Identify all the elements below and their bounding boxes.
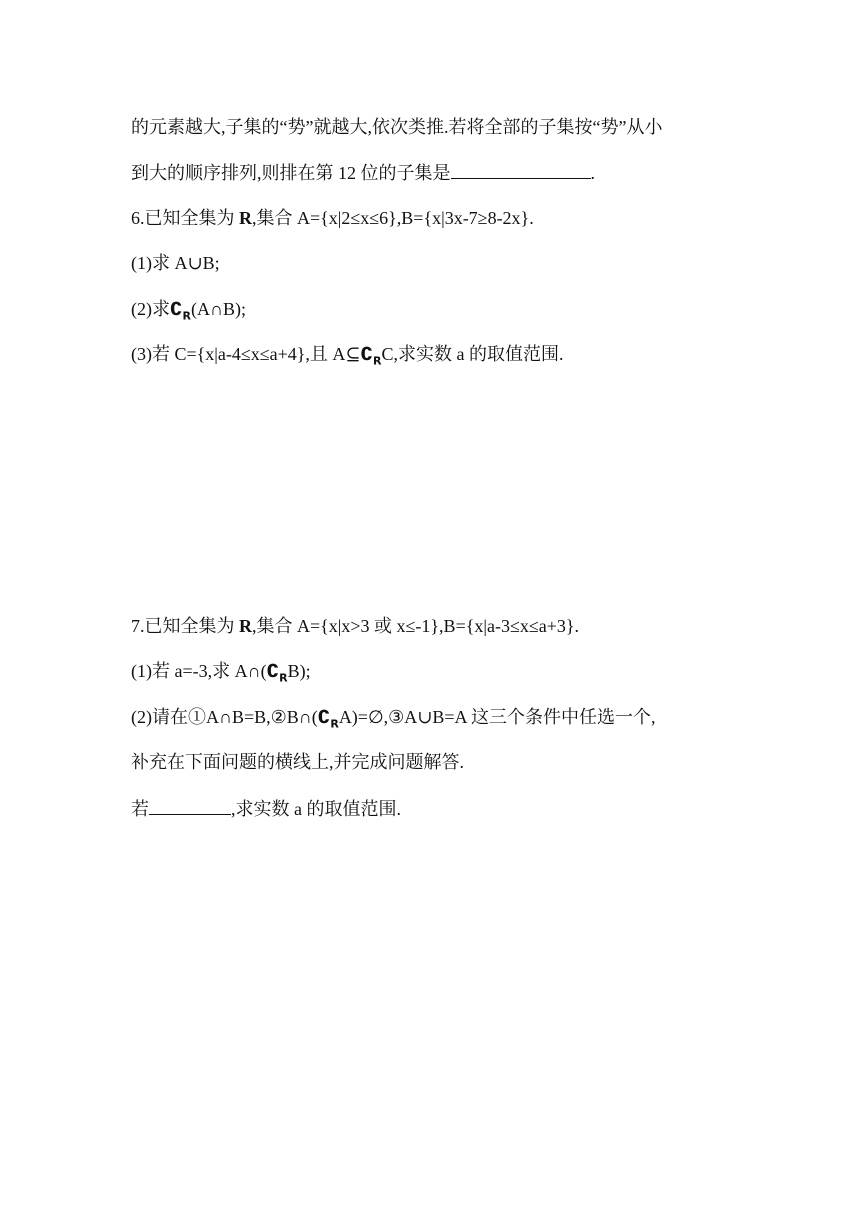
q7-part-2-text-c: 补充在下面问题的横线上,并完成问题解答.: [131, 752, 464, 772]
q6-part-2-text-b: (A∩B);: [191, 299, 247, 319]
real-set-symbol: R: [239, 208, 252, 228]
q7-stem-text-a: 7.已知全集为: [131, 616, 239, 636]
q5-period: .: [590, 163, 595, 183]
q6-stem-text-b: ,集合 A={x|2≤x≤6},B={x|3x-7≥8-2x}.: [252, 208, 534, 228]
q6-part-2-text-a: (2)求: [131, 299, 170, 319]
q5-text-2: 到大的顺序排列,则排在第 12 位的子集是: [131, 163, 451, 183]
q7-part-2-text-b: A)=∅,③A∪B=A 这三个条件中任选一个,: [338, 707, 656, 727]
q7-part-2-text-a: (2)请在①A∩B=B,②B∩(: [131, 707, 318, 727]
complement-symbol: $∁_R$: [170, 299, 192, 323]
complement-symbol: $∁_R$: [360, 344, 382, 368]
q7-part-3: [131, 796, 401, 821]
q6-part-1: [131, 251, 220, 275]
q7-part-2-line-2: [131, 750, 464, 774]
q7-part-3-text-b: ,求实数 a 的取值范围.: [231, 799, 401, 819]
q7-part-2: [131, 705, 656, 737]
answer-blank[interactable]: [451, 160, 591, 179]
q7-stem-text-b: ,集合 A={x|x>3 或 x≤-1},B={x|a-3≤x≤a+3}.: [252, 616, 579, 636]
q6-part-3-text-a: (3)若 C={x|a-4≤x≤a+4},且 A⊆: [131, 344, 361, 364]
q7-part-3-text-a: 若: [131, 799, 149, 819]
complement-symbol: $∁_R$: [266, 661, 288, 685]
q7-stem: [131, 614, 579, 638]
q7-part-1: [131, 659, 311, 691]
q6-part-3: [131, 342, 564, 374]
complement-symbol: $∁_R$: [317, 707, 339, 731]
q5-continuation-line-1: [131, 115, 662, 139]
real-set-symbol: R: [239, 616, 252, 636]
condition-blank[interactable]: [149, 796, 231, 815]
q6-part-1-text: (1)求 A∪B;: [131, 253, 220, 273]
q5-text-1: 的元素越大,子集的“势”就越大,依次类推.若将全部的子集按“势”从小: [131, 117, 663, 137]
q7-part-1-text-a: (1)若 a=-3,求 A∩(: [131, 661, 267, 681]
q5-continuation-line-2: [131, 160, 595, 185]
q6-part-2: [131, 297, 246, 329]
q6-stem-text-a: 6.已知全集为: [131, 208, 239, 228]
q6-stem: [131, 206, 534, 230]
q7-part-1-text-b: B);: [287, 661, 311, 681]
q6-part-3-text-b: C,求实数 a 的取值范围.: [381, 344, 564, 364]
